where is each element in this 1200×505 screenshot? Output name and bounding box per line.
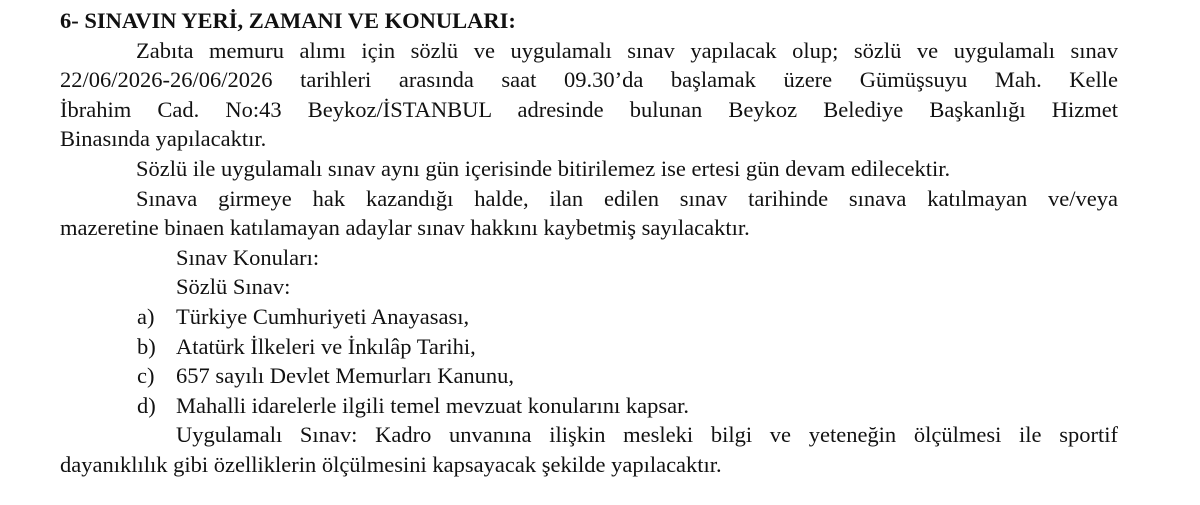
list-item	[60, 332, 1118, 362]
section-heading: 6- SINAVIN YERİ, ZAMANI VE KONULARI:	[60, 8, 516, 33]
list-item-text: Atatürk İlkeleri ve İnkılâp Tarihi,	[176, 333, 476, 359]
oral-topics-list	[60, 302, 1118, 420]
paragraph-line: Binasında yapılacaktır.	[60, 126, 267, 152]
list-marker: d)	[137, 392, 156, 418]
list-item-text: Mahalli idarelerle ilgili temel mevzuat konularını kapsar.	[176, 392, 689, 418]
paragraph-absence	[60, 184, 1118, 243]
paragraph-line: Zabıta memuru alımı için sözlü ve uygulamalı sınav yapılacak olup; sözlü ve uygulamalı sınav	[136, 37, 1118, 63]
list-item-text: 657 sayılı Devlet Memurları Kanunu,	[176, 363, 515, 389]
list-item	[60, 391, 1118, 421]
list-item-text: Türkiye Cumhuriyeti Anayasası,	[176, 303, 470, 329]
paragraph-line: Uygulamalı Sınav: Kadro unvanına ilişkin mesleki bilgi ve yeteneğin ölçülmesi ile sportif	[176, 422, 1118, 448]
list-marker: a)	[137, 303, 155, 329]
list-marker: b)	[137, 333, 156, 359]
paragraph-line: İbrahim Cad. No:43 Beykoz/İSTANBUL adresinde bulunan Beykoz Belediye Başkanlığı Hizmet	[60, 96, 1118, 122]
list-item	[60, 361, 1118, 391]
paragraph-line: 22/06/2026-26/06/2026 tarihleri arasında saat 09.30’da başlamak üzere Gümüşsuyu Mah. Kelle	[60, 67, 1118, 93]
list-marker: c)	[137, 363, 155, 389]
paragraph-line: mazeretine binaen katılamayan adaylar sınav hakkını kaybetmiş sayılacaktır.	[60, 215, 750, 241]
document-section	[60, 6, 1118, 480]
topics-label: Sınav Konuları:	[176, 244, 320, 270]
paragraph-line: dayanıklılık gibi özelliklerin ölçülmesini kapsayacak şekilde yapılacaktır.	[60, 451, 722, 477]
paragraph-practical-exam	[60, 420, 1118, 479]
list-item	[60, 302, 1118, 332]
oral-exam-label: Sözlü Sınav:	[176, 274, 291, 300]
paragraph-line: Sözlü ile uygulamalı sınav aynı gün içerisinde bitirilemez ise ertesi gün devam edilecektir.	[136, 155, 951, 181]
paragraph-continuation	[60, 154, 1118, 184]
paragraph-exam-location	[60, 36, 1118, 154]
paragraph-line: Sınava girmeye hak kazandığı halde, ilan edilen sınav tarihinde sınava katılmayan ve/veya	[136, 185, 1118, 211]
